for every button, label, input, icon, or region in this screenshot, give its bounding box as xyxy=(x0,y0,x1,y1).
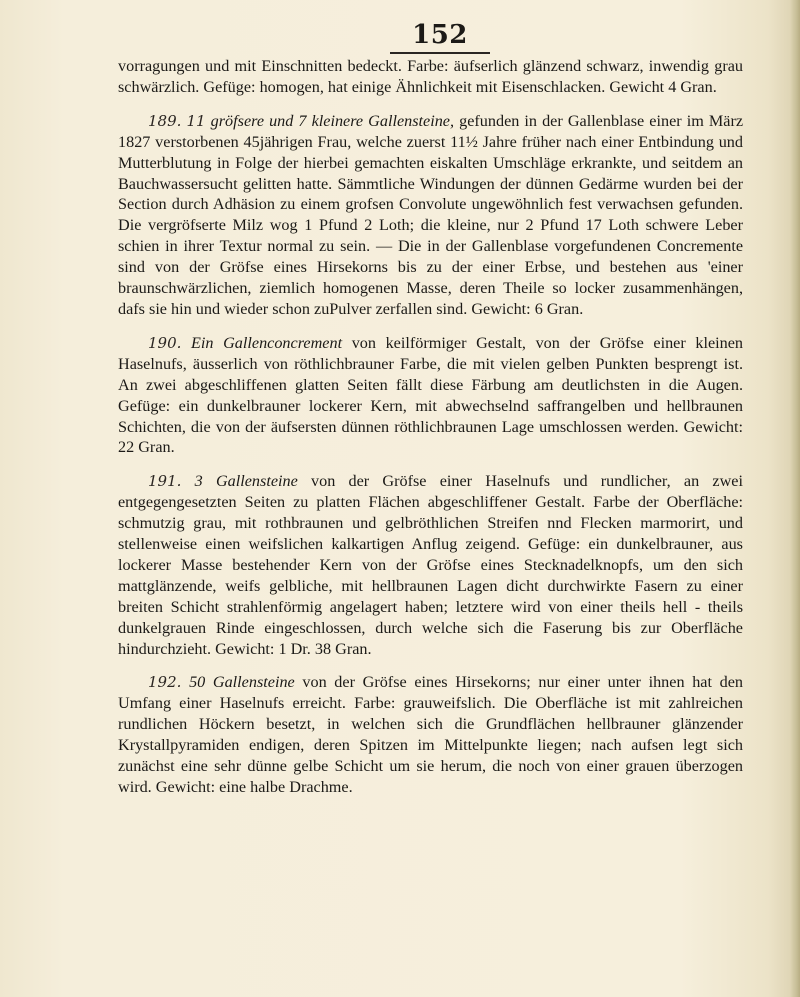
page-edge-shadow xyxy=(790,0,800,997)
entry-189 xyxy=(118,111,743,320)
entry-heading: 50 Gallensteine xyxy=(189,673,295,692)
entry-number: 190. xyxy=(148,333,182,352)
entry-text: von der Gröfse eines Hirsekorns; nur einer unter ihnen hat den Umfang einer Haselnufs erreicht. Farbe: grauweifslich. Die Oberfläche ist mit zahlreichen rundlichen Höckern besetzt, in welchen sich die Grundflächen hellbrauner glänzender Krystallpyramiden endigen, deren Spitzen im Mittelpunkte liegen; nach aufsen legt sich zunächst eine sehr dünne gelbe Schicht um sie herum, die noch von einer grauen überzogen wird. Gewicht: eine halbe Drachme. xyxy=(118,673,743,796)
entry-heading: Ein Gallenconcrement xyxy=(191,333,343,352)
page-number: 152 xyxy=(412,20,468,50)
page-body xyxy=(118,56,743,798)
paragraph-continuation xyxy=(118,56,743,98)
entry-192 xyxy=(118,672,743,797)
entry-heading: 3 Gallensteine xyxy=(194,472,298,491)
entry-number: 189. xyxy=(148,111,182,130)
entry-heading: gröfsere und 7 kleinere Gallensteine, xyxy=(210,111,455,130)
entry-191 xyxy=(118,471,743,659)
entry-text: gefunden in der Gallenblase einer im März 1827 verstorbenen 45jährigen Frau, welche zuerst 11½ Jahre früher nach einer Entbindung und Mutterblutung in Folge der hierbei gemachten eiskalten Umschläge erkrankte, und seitdem an Bauchwassersucht gelitten hatte. Sämmtliche Windungen der dünnen Gedärme wurden bei der Section durch Adhäsion zu einem grofsen Convolute ungewöhnlich fest verwachsen gefunden. Die vergröfserte Milz wog 1 Pfund 2 Loth; die kleine, nur 2 Pfund 17 Loth schwere Leber schien in ihrer Textur normal zu sein. — Die in der Gallenblase vorgefundenen Concremente sind von der Gröfse eines Hirsekorns bis zu der einer Erbse, und bestehen aus 'einer braunschwärzlichen, ziemlich homogenen Masse, deren Theile so locker zusammenhängen, dafs sie hin und wieder schon zuPulver zerfallen sind. Gewicht: 6 Gran. xyxy=(118,111,744,318)
entry-number: 192. xyxy=(148,673,182,692)
paragraph-text: vorragungen und mit Einschnitten bedeckt. Farbe: äufserlich glänzend schwarz, inwendig grau schwärzlich. Gefüge: homogen, hat einige Ähnlichkeit mit Eisenschlacken. Gewicht 4 Gran. xyxy=(118,57,743,96)
header-rule xyxy=(390,52,490,54)
entry-number: 191. xyxy=(148,472,182,491)
entry-text: von keilförmiger Gestalt, von der Gröfse einer kleinen Haselnufs, äusserlich von röthlichbrauner Farbe, die mit vielen gelben Punkten besprengt ist. An zwei abgeschliffenen glatten Seiten fällt diese Färbung am deutlichsten in die Augen. Gefüge: ein dunkelbrauner lockerer Kern, mit abwechselnd saffrangelben und hellbraunen Schichten, die von der äufsersten dünnen röthlichbraunen Lage umschlossen werden. Gewicht: 22 Gran. xyxy=(118,333,744,457)
entry-count: 11 xyxy=(186,111,206,130)
entry-text: von der Gröfse einer Haselnufs und rundlicher, an zwei entgegengesetzten Seiten zu platten Flächen abgeschliffener Gestalt. Farbe der Oberfläche: schmutzig grau, mit rothbraunen und gelbröthlichen Streifen nnd Flecken marmorirt, und stellenweise einen weifslichen kalkartigen Anflug zeigend. Gefüge: ein dunkelbrauner, aus lockerer Masse bestehender Kern von der Gröfse eines Stecknadelknopfs, um den sich mattglänzende, weifs gelbliche, mit hellbraunen Lagen dicht durchwirkte Fasern zu einer breiten Schicht strahlenförmig angelagert haben; letztere wird von einer theils hell - theils dunkelgrauen Rinde eingeschlossen, durch welche sich die Faserung bis zur Oberfläche hindurchzieht. Gewicht: 1 Dr. 38 Gran. xyxy=(118,472,743,658)
entry-190 xyxy=(118,333,743,458)
